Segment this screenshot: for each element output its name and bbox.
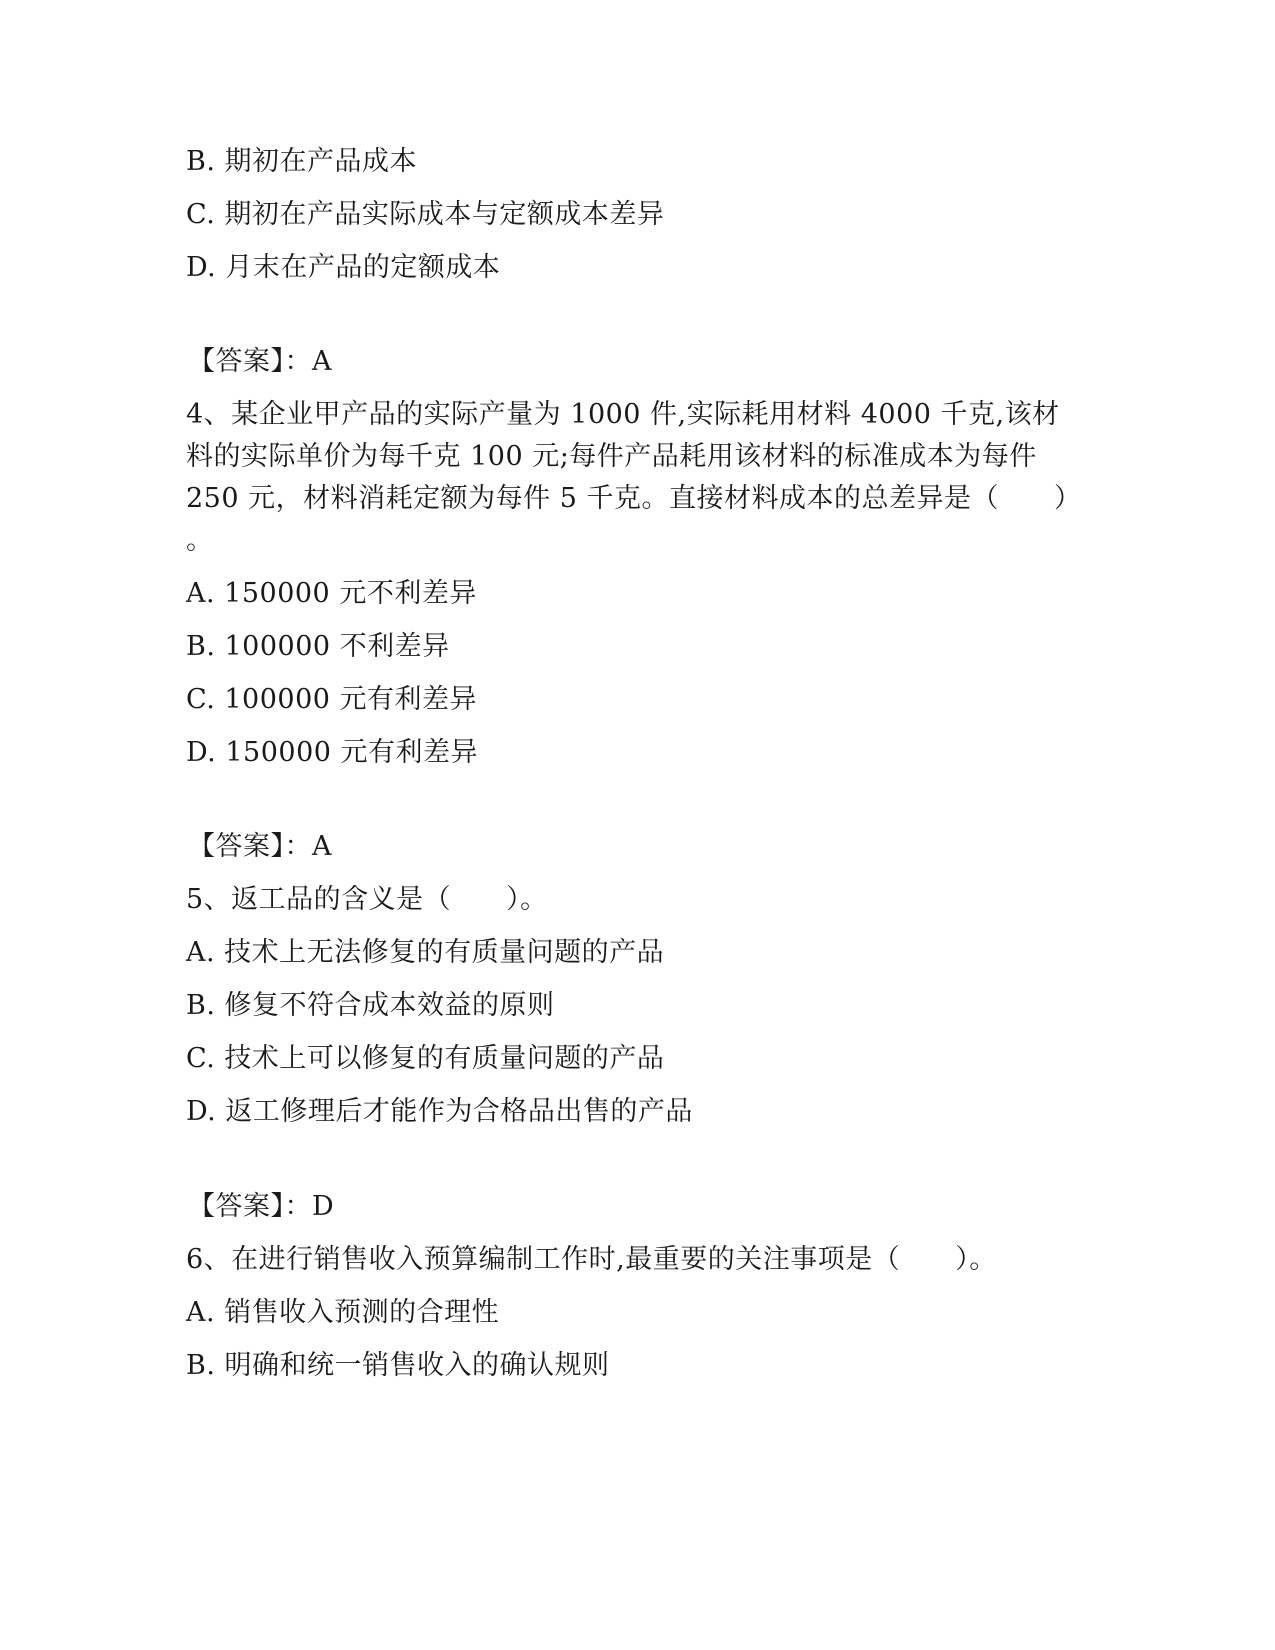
- q5-stem: 5、返工品的含义是（ ）。: [186, 884, 548, 915]
- q3-option-d: D. 月末在产品的定额成本: [186, 252, 501, 283]
- q5-option-b: B. 修复不符合成本效益的原则: [186, 990, 555, 1021]
- q4-answer: 【答案】：A: [188, 831, 332, 862]
- q4-stem-line-3: 250 元，材料消耗定额为每件 5 千克。直接材料成本的总差异是（ ）: [186, 483, 1082, 514]
- q6-option-b: B. 明确和统一销售收入的确认规则: [186, 1350, 610, 1381]
- q5-option-c: C. 技术上可以修复的有质量问题的产品: [186, 1043, 665, 1074]
- q6-option-a: A. 销售收入预测的合理性: [186, 1297, 500, 1328]
- q4-stem-line-2: 料的实际单价为每千克 100 元;每件产品耗用该材料的标准成本为每件: [186, 441, 1037, 472]
- q3-option-c: C. 期初在产品实际成本与定额成本差异: [186, 199, 665, 230]
- q3-answer: 【答案】：A: [188, 346, 332, 377]
- q4-stem-line-1: 4、某企业甲产品的实际产量为 1000 件,实际耗用材料 4000 千克,该材: [186, 399, 1060, 430]
- q4-option-b: B. 100000 不利差异: [186, 631, 450, 662]
- q3-option-b: B. 期初在产品成本: [186, 146, 418, 177]
- q6-stem: 6、在进行销售收入预算编制工作时,最重要的关注事项是（ ）。: [186, 1244, 997, 1275]
- q4-option-d: D. 150000 元有利差异: [186, 737, 479, 768]
- q4-option-a: A. 150000 元不利差异: [186, 578, 477, 609]
- q5-answer: 【答案】：D: [188, 1191, 335, 1222]
- q5-option-a: A. 技术上无法修复的有质量问题的产品: [186, 937, 665, 968]
- q5-option-d: D. 返工修理后才能作为合格品出售的产品: [186, 1096, 693, 1127]
- q4-stem-line-4: 。: [186, 525, 214, 556]
- q4-option-c: C. 100000 元有利差异: [186, 684, 478, 715]
